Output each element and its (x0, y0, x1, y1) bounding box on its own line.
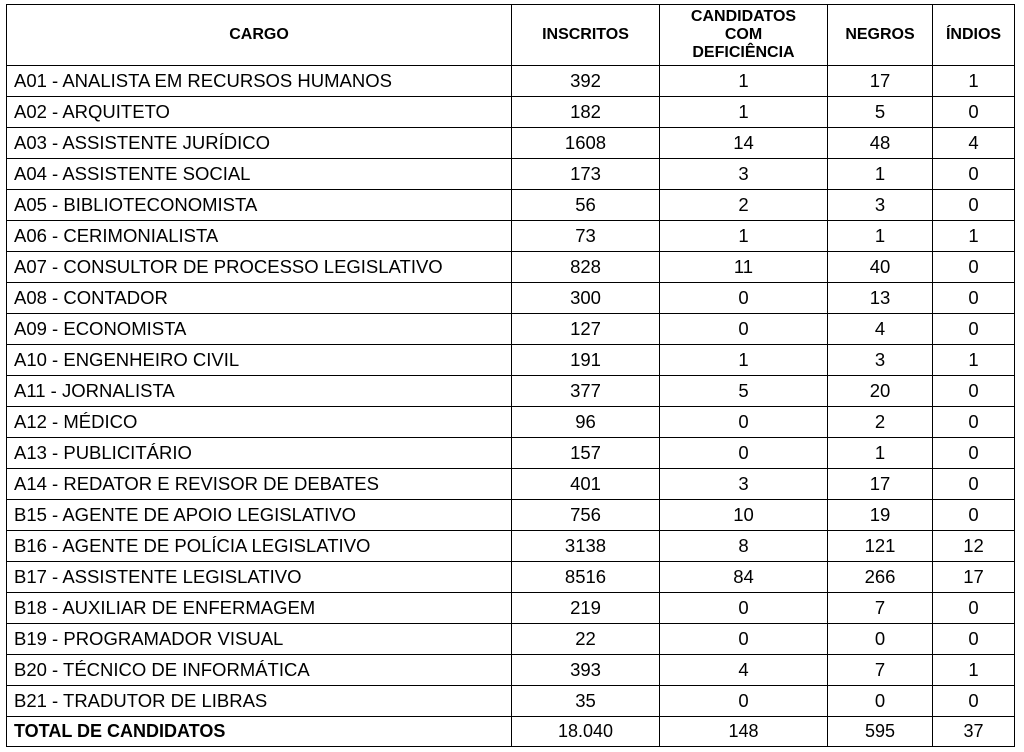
cell-inscritos: 127 (512, 314, 660, 345)
table-row (7, 469, 1015, 500)
cell-indios: 0 (933, 500, 1015, 531)
cell-deficiencia: 0 (660, 686, 828, 717)
cell-indios: 0 (933, 97, 1015, 128)
table-row (7, 562, 1015, 593)
header-indios: ÍNDIOS (933, 5, 1015, 66)
cell-deficiencia: 0 (660, 314, 828, 345)
total-negros: 595 (828, 717, 933, 747)
cell-cargo: A09 - ECONOMISTA (7, 314, 512, 345)
cell-inscritos: 22 (512, 624, 660, 655)
cell-cargo: A01 - ANALISTA EM RECURSOS HUMANOS (7, 66, 512, 97)
cell-deficiencia: 1 (660, 345, 828, 376)
cell-negros: 1 (828, 159, 933, 190)
total-indios: 37 (933, 717, 1015, 747)
total-deficiencia: 148 (660, 717, 828, 747)
cell-cargo: A14 - REDATOR E REVISOR DE DEBATES (7, 469, 512, 500)
cell-inscritos: 173 (512, 159, 660, 190)
cell-cargo: B21 - TRADUTOR DE LIBRAS (7, 686, 512, 717)
cell-deficiencia: 8 (660, 531, 828, 562)
cell-deficiencia: 0 (660, 438, 828, 469)
cell-indios: 4 (933, 128, 1015, 159)
cell-negros: 121 (828, 531, 933, 562)
table-row (7, 283, 1015, 314)
cell-negros: 1 (828, 438, 933, 469)
cell-inscritos: 191 (512, 345, 660, 376)
cell-indios: 0 (933, 686, 1015, 717)
cell-indios: 0 (933, 159, 1015, 190)
cell-indios: 1 (933, 345, 1015, 376)
cell-negros: 17 (828, 469, 933, 500)
cell-cargo: B15 - AGENTE DE APOIO LEGISLATIVO (7, 500, 512, 531)
cell-indios: 1 (933, 221, 1015, 252)
cell-indios: 0 (933, 314, 1015, 345)
cell-indios: 1 (933, 66, 1015, 97)
cell-indios: 0 (933, 283, 1015, 314)
cell-deficiencia: 5 (660, 376, 828, 407)
header-negros: NEGROS (828, 5, 933, 66)
cell-cargo: B17 - ASSISTENTE LEGISLATIVO (7, 562, 512, 593)
cell-negros: 0 (828, 624, 933, 655)
cell-deficiencia: 0 (660, 593, 828, 624)
total-label: TOTAL DE CANDIDATOS (7, 717, 512, 747)
cell-inscritos: 73 (512, 221, 660, 252)
cell-deficiencia: 11 (660, 252, 828, 283)
cell-indios: 1 (933, 655, 1015, 686)
cell-indios: 0 (933, 469, 1015, 500)
cell-negros: 1 (828, 221, 933, 252)
header-cargo: CARGO (7, 5, 512, 66)
cell-negros: 17 (828, 66, 933, 97)
cell-deficiencia: 0 (660, 624, 828, 655)
cell-inscritos: 300 (512, 283, 660, 314)
cell-indios: 12 (933, 531, 1015, 562)
cell-deficiencia: 84 (660, 562, 828, 593)
cell-negros: 7 (828, 593, 933, 624)
cell-indios: 0 (933, 407, 1015, 438)
cell-negros: 266 (828, 562, 933, 593)
header-deficiencia-line3: DEFICIÊNCIA (692, 44, 795, 61)
table-row (7, 128, 1015, 159)
header-deficiencia (660, 5, 828, 66)
table-row (7, 314, 1015, 345)
cell-cargo: A04 - ASSISTENTE SOCIAL (7, 159, 512, 190)
cell-deficiencia: 1 (660, 97, 828, 128)
table-row (7, 345, 1015, 376)
table-row (7, 438, 1015, 469)
cell-deficiencia: 4 (660, 655, 828, 686)
cell-inscritos: 3138 (512, 531, 660, 562)
cell-cargo: A10 - ENGENHEIRO CIVIL (7, 345, 512, 376)
cell-indios: 0 (933, 593, 1015, 624)
cell-inscritos: 35 (512, 686, 660, 717)
table-row (7, 97, 1015, 128)
cell-inscritos: 8516 (512, 562, 660, 593)
cell-inscritos: 1608 (512, 128, 660, 159)
cell-negros: 20 (828, 376, 933, 407)
cell-negros: 3 (828, 190, 933, 221)
cell-indios: 0 (933, 438, 1015, 469)
table-body (7, 66, 1015, 747)
cell-cargo: A12 - MÉDICO (7, 407, 512, 438)
table-row (7, 66, 1015, 97)
cell-inscritos: 756 (512, 500, 660, 531)
cell-inscritos: 96 (512, 407, 660, 438)
cell-inscritos: 219 (512, 593, 660, 624)
table-row (7, 593, 1015, 624)
table-row (7, 655, 1015, 686)
cell-negros: 13 (828, 283, 933, 314)
table-row (7, 159, 1015, 190)
cell-negros: 7 (828, 655, 933, 686)
cell-cargo: A13 - PUBLICITÁRIO (7, 438, 512, 469)
cell-deficiencia: 3 (660, 469, 828, 500)
cell-cargo: B18 - AUXILIAR DE ENFERMAGEM (7, 593, 512, 624)
cell-cargo: B19 - PROGRAMADOR VISUAL (7, 624, 512, 655)
cell-cargo: A05 - BIBLIOTECONOMISTA (7, 190, 512, 221)
cell-cargo: A11 - JORNALISTA (7, 376, 512, 407)
cell-negros: 19 (828, 500, 933, 531)
cell-cargo: A06 - CERIMONIALISTA (7, 221, 512, 252)
cell-inscritos: 157 (512, 438, 660, 469)
cell-indios: 0 (933, 252, 1015, 283)
cell-inscritos: 182 (512, 97, 660, 128)
cell-indios: 0 (933, 190, 1015, 221)
table-row (7, 221, 1015, 252)
table-row (7, 190, 1015, 221)
cell-deficiencia: 0 (660, 283, 828, 314)
cell-cargo: B20 - TÉCNICO DE INFORMÁTICA (7, 655, 512, 686)
cell-deficiencia: 14 (660, 128, 828, 159)
cell-deficiencia: 2 (660, 190, 828, 221)
table-row (7, 407, 1015, 438)
table-row (7, 624, 1015, 655)
cell-indios: 0 (933, 624, 1015, 655)
cell-deficiencia: 1 (660, 66, 828, 97)
candidates-table (6, 4, 1015, 747)
table-row (7, 686, 1015, 717)
total-inscritos: 18.040 (512, 717, 660, 747)
cell-cargo: A03 - ASSISTENTE JURÍDICO (7, 128, 512, 159)
table-row (7, 252, 1015, 283)
cell-cargo: B16 - AGENTE DE POLÍCIA LEGISLATIVO (7, 531, 512, 562)
cell-negros: 40 (828, 252, 933, 283)
cell-deficiencia: 10 (660, 500, 828, 531)
cell-inscritos: 393 (512, 655, 660, 686)
cell-negros: 2 (828, 407, 933, 438)
table-header-row (7, 5, 1015, 66)
cell-cargo: A07 - CONSULTOR DE PROCESSO LEGISLATIVO (7, 252, 512, 283)
cell-deficiencia: 3 (660, 159, 828, 190)
cell-negros: 0 (828, 686, 933, 717)
cell-negros: 4 (828, 314, 933, 345)
table-row (7, 531, 1015, 562)
cell-negros: 5 (828, 97, 933, 128)
cell-inscritos: 828 (512, 252, 660, 283)
cell-cargo: A02 - ARQUITETO (7, 97, 512, 128)
cell-negros: 48 (828, 128, 933, 159)
header-deficiencia-line1: CANDIDATOS (690, 8, 797, 25)
cell-negros: 3 (828, 345, 933, 376)
table-row (7, 500, 1015, 531)
cell-deficiencia: 1 (660, 221, 828, 252)
cell-indios: 17 (933, 562, 1015, 593)
cell-indios: 0 (933, 376, 1015, 407)
table-row (7, 376, 1015, 407)
cell-inscritos: 56 (512, 190, 660, 221)
cell-cargo: A08 - CONTADOR (7, 283, 512, 314)
cell-inscritos: 392 (512, 66, 660, 97)
cell-inscritos: 401 (512, 469, 660, 500)
total-row (7, 717, 1015, 747)
cell-deficiencia: 0 (660, 407, 828, 438)
header-inscritos: INSCRITOS (512, 5, 660, 66)
header-deficiencia-line2: COM (724, 26, 763, 43)
cell-inscritos: 377 (512, 376, 660, 407)
